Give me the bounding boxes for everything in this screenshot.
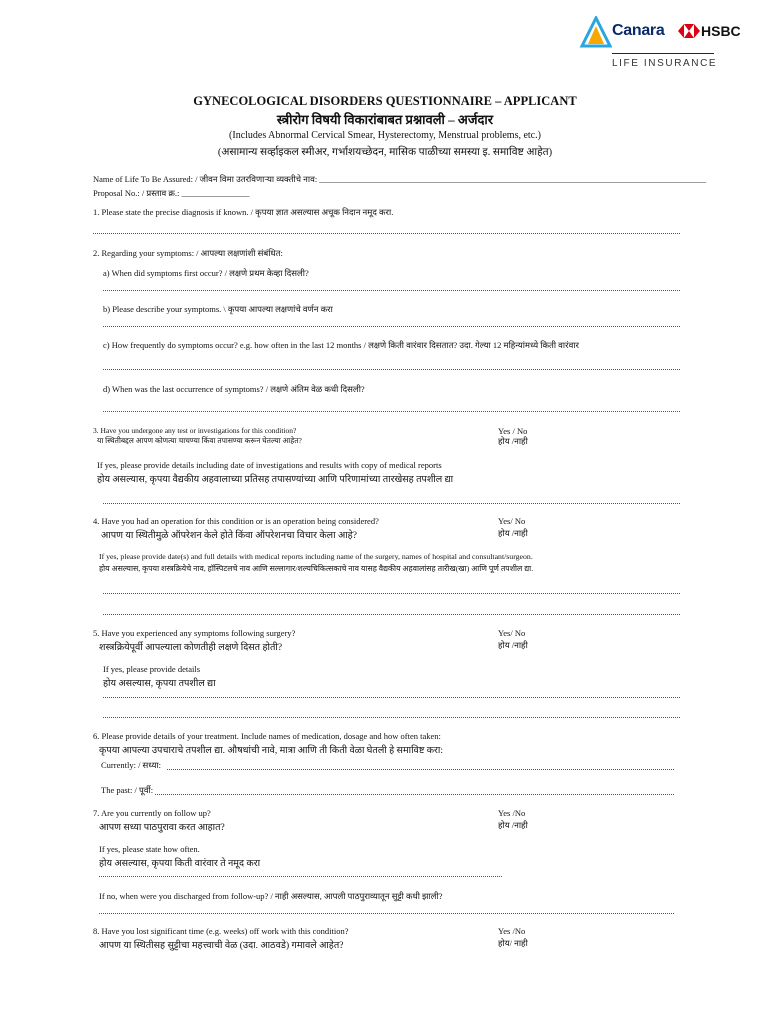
q2a-label: a) When did symptoms first occur? / लक्षणे प्रथम केव्हा दिसली? bbox=[103, 268, 309, 278]
q3-answer-line[interactable] bbox=[103, 503, 680, 504]
company-logo bbox=[578, 16, 748, 72]
q8-yes-no-marathi[interactable]: होय/ नाही bbox=[498, 938, 528, 948]
q2d-label: d) When was the last occurrence of symptoms? / लक्षणे अंतिम वेळ कधी दिसली? bbox=[103, 384, 365, 394]
q6-past-input-line[interactable] bbox=[155, 794, 674, 795]
q1-diagnosis-label: 1. Please state the precise diagnosis if known. / कृपया ज्ञात असल्यास अचूक निदान नमूद करा. bbox=[93, 207, 394, 217]
q2b-answer-line[interactable] bbox=[103, 326, 680, 327]
q7-yes-no-marathi[interactable]: होय /नाही bbox=[498, 820, 528, 830]
hsbc-hexagon-icon bbox=[678, 24, 700, 38]
form-title-marathi: स्त्रीरोग विषयी विकारांबाबत प्रश्नावली – अर्जदार bbox=[276, 112, 494, 127]
q5-marathi-label: शस्त्रक्रियेपूर्वी आपल्याला कोणतीही लक्षणे दिसत होती? bbox=[99, 643, 283, 653]
q4-answer-line-1[interactable] bbox=[103, 593, 680, 594]
q3-english-label: 3. Have you undergone any test or investigations for this condition? bbox=[93, 426, 297, 435]
q7-how-often-english: If yes, please state how often. bbox=[99, 844, 200, 854]
q4-english-label: 4. Have you had an operation for this condition or is an operation being considered? bbox=[93, 516, 379, 526]
partner-name: HSBC bbox=[701, 23, 741, 39]
form-scope-marathi: (असामान्य सर्व्हाइकल स्मीअर, गर्भाशयच्छेदन, मासिक पाळीच्या समस्या इ. समाविष्ट आहेत) bbox=[217, 147, 553, 158]
q7-discharged-answer-line[interactable] bbox=[99, 913, 674, 914]
q7-yes-no-option[interactable]: Yes /No bbox=[498, 808, 526, 818]
logo-divider bbox=[612, 53, 714, 54]
q6-currently-input-line[interactable] bbox=[167, 769, 674, 770]
q4-details-marathi: होय असल्यास, कृपया शस्त्रक्रियेचे नाव, हॉस्पिटलचे नाव आणि सल्लागार/शल्यचिकित्सकाचे नाव यासह वैद्यकीय अहवालांसह तारीख(खा) आणि पूर्ण तपशील द्या. bbox=[99, 564, 534, 573]
q4-yes-no-marathi[interactable]: होय /नाही bbox=[498, 528, 528, 538]
q8-marathi-label: आपण या स्थितीसह सुट्टीचा महत्त्वाची वेळ (उदा. आठवडे) गमावले आहेत? bbox=[99, 941, 344, 951]
q2c-label: c) How frequently do symptoms occur? e.g. how often in the last 12 months / लक्षणे किती वारंवार दिसतात? उदा. गेल्या 12 महिन्यांमध्ये किती वारंवार bbox=[103, 340, 579, 350]
q7-how-often-answer-line[interactable] bbox=[99, 876, 502, 877]
q5-answer-line-2[interactable] bbox=[103, 717, 680, 718]
q2d-answer-line[interactable] bbox=[103, 411, 680, 412]
form-title-english: GYNECOLOGICAL DISORDERS QUESTIONNAIRE – APPLICANT bbox=[193, 94, 577, 108]
canara-logo-icon bbox=[578, 16, 612, 52]
q8-english-label: 8. Have you lost significant time (e.g. weeks) off work with this condition? bbox=[93, 926, 349, 936]
q1-answer-line[interactable] bbox=[93, 233, 680, 234]
q3-yes-no-option[interactable]: Yes / No bbox=[498, 426, 528, 436]
proposal-number-field[interactable]: Proposal No.: / प्रस्ताव क्र.: ________________ bbox=[93, 188, 250, 198]
q7-marathi-label: आपण सध्या पाठपुरावा करत आहात? bbox=[99, 823, 225, 833]
q4-marathi-label: आपण या स्थितीमुळे ऑपरेशन केले होते किंवा ऑपरेशनचा विचार केला आहे? bbox=[101, 531, 357, 541]
q2-symptoms-label: 2. Regarding your symptoms: / आपल्या लक्षणांशी संबंधित: bbox=[93, 248, 283, 258]
q6-currently-label: Currently: / सध्या: bbox=[101, 760, 161, 770]
name-of-life-assured-field[interactable]: Name of Life To Be Assured: / जीवन विमा उतरविणाऱ्या व्यक्तीचे नाव: ___________________________________________________________________________________________ bbox=[93, 174, 707, 184]
brand-name: Canara bbox=[612, 22, 665, 39]
q4-answer-line-2[interactable] bbox=[103, 614, 680, 615]
q5-yes-no-option[interactable]: Yes/ No bbox=[498, 628, 526, 638]
q5-yes-no-marathi[interactable]: होय /नाही bbox=[498, 640, 528, 650]
q3-details-english: If yes, please provide details including date of investigations and results with copy of medical reports bbox=[97, 460, 442, 470]
q6-past-label: The past: / पूर्वी: bbox=[101, 785, 154, 795]
q5-english-label: 5. Have you experienced any symptoms following surgery? bbox=[93, 628, 296, 638]
q7-how-often-marathi: होय असल्यास, कृपया किती वारंवार ते नमूद करा bbox=[99, 859, 261, 869]
q3-marathi-label: या स्थितीबद्दल आपण कोणत्या चाचण्या किंवा तपासण्या करून घेतल्या आहेत? bbox=[97, 436, 302, 445]
q8-yes-no-option[interactable]: Yes /No bbox=[498, 926, 526, 936]
q3-yes-no-marathi[interactable]: होय /नाही bbox=[498, 436, 528, 446]
logo-tagline: LIFE INSURANCE bbox=[612, 58, 718, 69]
q2b-label: b) Please describe your symptoms. \ कृपया आपल्या लक्षणांचे वर्णन करा bbox=[103, 304, 333, 314]
q2c-answer-line[interactable] bbox=[103, 369, 680, 370]
q5-details-english: If yes, please provide details bbox=[103, 664, 201, 674]
q3-details-marathi: होय असल्यास, कृपया वैद्यकीय अहवालाच्या प्रतिसह तपासण्यांच्या आणि परिणामांच्या तारखेसह तपशील द्या bbox=[97, 475, 454, 485]
q5-answer-line-1[interactable] bbox=[103, 697, 680, 698]
q5-details-marathi: होय असल्यास, कृपया तपशील द्या bbox=[103, 679, 216, 689]
q6-marathi-label: कृपया आपल्या उपचाराचे तपशील द्या. औषधांची नावे, मात्रा आणि ती किती वेळा घेतली हे समाविष्ट करा: bbox=[99, 746, 444, 756]
q7-english-label: 7. Are you currently on follow up? bbox=[93, 808, 211, 818]
q7-discharged-label: If no, when were you discharged from follow-up? / नाही असल्यास, आपली पाठपुराव्यातून सुट्टी कधी झाली? bbox=[99, 891, 443, 901]
q2a-answer-line[interactable] bbox=[103, 290, 680, 291]
q4-details-english: If yes, please provide date(s) and full details with medical reports including name of the surgery, names of hospital and consultant/surgeon. bbox=[99, 552, 533, 561]
q6-english-label: 6. Please provide details of your treatment. Include names of medication, dosage and how often taken: bbox=[93, 731, 441, 741]
q4-yes-no-option[interactable]: Yes/ No bbox=[498, 516, 526, 526]
form-scope-english: (Includes Abnormal Cervical Smear, Hysterectomy, Menstrual problems, etc.) bbox=[229, 130, 541, 141]
